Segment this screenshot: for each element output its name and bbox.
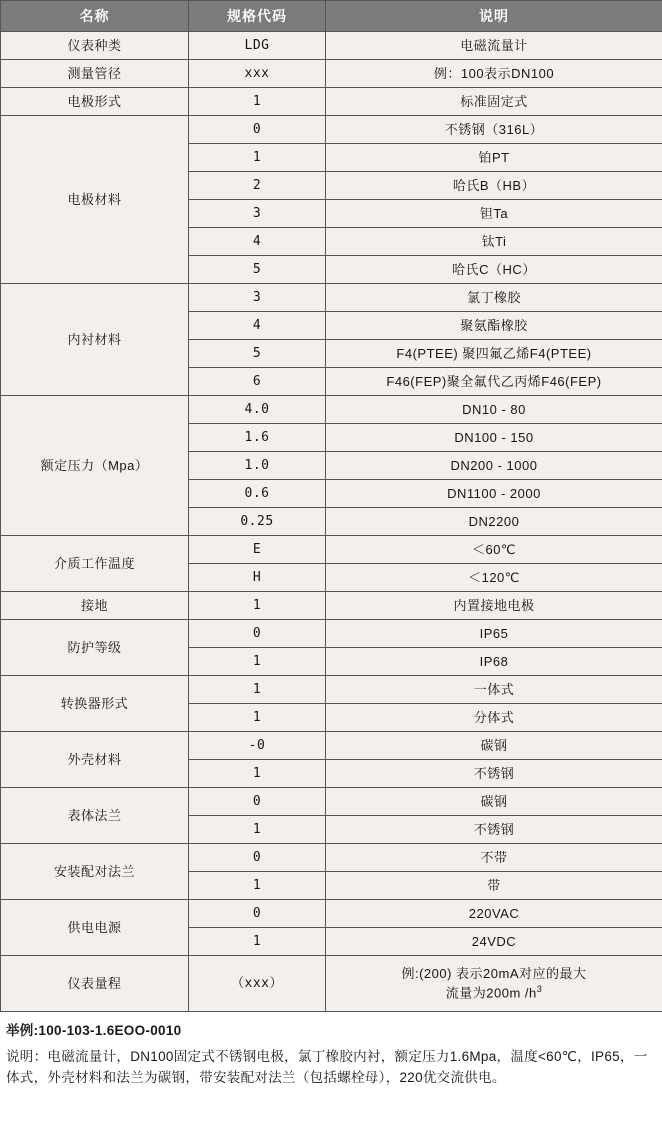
spec-code: 1 [189, 872, 326, 900]
spec-code: 0.25 [189, 508, 326, 536]
group-name: 外壳材料 [1, 732, 189, 788]
spec-description: 聚氨酯橡胶 [326, 312, 662, 340]
spec-description: DN10 - 80 [326, 396, 662, 424]
table-row [1, 788, 662, 816]
column-header-code: 规格代码 [189, 1, 326, 32]
spec-description: 碳钢 [326, 732, 662, 760]
spec-description: 电磁流量计 [326, 32, 662, 60]
spec-code: 1 [189, 648, 326, 676]
spec-description: DN200 - 1000 [326, 452, 662, 480]
table-row [1, 956, 662, 1012]
spec-code: 1 [189, 760, 326, 788]
column-header-description: 说明 [326, 1, 662, 32]
table-row [1, 592, 662, 620]
spec-code: 0 [189, 844, 326, 872]
table-row [1, 88, 662, 116]
spec-description: 铂PT [326, 144, 662, 172]
table-row [1, 116, 662, 144]
spec-description: ＜120℃ [326, 564, 662, 592]
group-name: 测量管径 [1, 60, 189, 88]
spec-description: 标准固定式 [326, 88, 662, 116]
group-name: 接地 [1, 592, 189, 620]
group-name: 电极材料 [1, 116, 189, 284]
group-name: 表体法兰 [1, 788, 189, 844]
spec-description: IP65 [326, 620, 662, 648]
spec-code: 5 [189, 340, 326, 368]
table-row [1, 284, 662, 312]
spec-code: -0 [189, 732, 326, 760]
explanation-text: 说明：电磁流量计，DN100固定式不锈钢电极，氯丁橡胶内衬，额定压力1.6Mpa，温度<60℃，IP65，一体式，外壳材料和法兰为碳钢，带安装配对法兰（包括螺栓母），220优交流供电。 [6, 1048, 648, 1086]
spec-description-line2: 流量为200m $/h^3$ [445, 983, 543, 1001]
spec-description: ＜60℃ [326, 536, 662, 564]
spec-description: 不锈钢 [326, 760, 662, 788]
spec-code: 1 [189, 592, 326, 620]
spec-code: E [189, 536, 326, 564]
table-header-row [1, 1, 662, 32]
table-row [1, 900, 662, 928]
spec-description: DN2200 [326, 508, 662, 536]
spec-description: 氯丁橡胶 [326, 284, 662, 312]
spec-code: 3 [189, 284, 326, 312]
spec-code: 0 [189, 116, 326, 144]
spec-code: 4 [189, 312, 326, 340]
spec-description: 碳钢 [326, 788, 662, 816]
group-name: 仪表量程 [1, 956, 189, 1012]
superscript-three: 3 [536, 983, 543, 994]
spec-code: 1 [189, 816, 326, 844]
spec-code: 1 [189, 704, 326, 732]
spec-description: IP68 [326, 648, 662, 676]
spec-description: 带 [326, 872, 662, 900]
table-row [1, 396, 662, 424]
spec-description: DN1100 - 2000 [326, 480, 662, 508]
spec-description-line1: 例:(200) 表示20mA对应的最大 [401, 966, 587, 982]
spec-code: 0 [189, 900, 326, 928]
group-name: 额定压力（Mpa） [1, 396, 189, 536]
spec-code: 6 [189, 368, 326, 396]
group-name: 仪表种类 [1, 32, 189, 60]
spec-description: 220VAC [326, 900, 662, 928]
notes-section [0, 1012, 662, 1099]
group-name: 防护等级 [1, 620, 189, 676]
spec-description: F46(FEP)聚全氟代乙丙烯F46(FEP) [326, 368, 662, 396]
group-name: 介质工作温度 [1, 536, 189, 592]
spec-code: 2 [189, 172, 326, 200]
spec-description: 不锈钢（316L） [326, 116, 662, 144]
spec-code: 1 [189, 928, 326, 956]
spec-description [326, 956, 662, 1012]
spec-description: DN100 - 150 [326, 424, 662, 452]
table-row [1, 732, 662, 760]
table-row [1, 32, 662, 60]
group-name: 电极形式 [1, 88, 189, 116]
table-row [1, 844, 662, 872]
spec-description: 哈氏C（HC） [326, 256, 662, 284]
spec-description: 不带 [326, 844, 662, 872]
spec-code: （xxx） [189, 956, 326, 1012]
spec-description: 分体式 [326, 704, 662, 732]
example-code-text: 举例:100-103-1.6EOO-0010 [6, 1023, 182, 1038]
group-name: 安装配对法兰 [1, 844, 189, 900]
table-row [1, 60, 662, 88]
spec-code: 1.0 [189, 452, 326, 480]
spec-description: 一体式 [326, 676, 662, 704]
spec-code: 0 [189, 788, 326, 816]
spec-description: F4(PTEE) 聚四氟乙烯F4(PTEE) [326, 340, 662, 368]
spec-code: 4.0 [189, 396, 326, 424]
spec-code: 0 [189, 620, 326, 648]
spec-code: 1 [189, 144, 326, 172]
spec-code: 0.6 [189, 480, 326, 508]
spec-description: 哈氏B（HB） [326, 172, 662, 200]
group-name: 内衬材料 [1, 284, 189, 396]
table-row [1, 676, 662, 704]
spec-code: 3 [189, 200, 326, 228]
column-header-name: 名称 [1, 1, 189, 32]
spec-description: 例：100表示DN100 [326, 60, 662, 88]
spec-description: 钛Ti [326, 228, 662, 256]
spec-code: 5 [189, 256, 326, 284]
group-name: 转换器形式 [1, 676, 189, 732]
spec-code: 4 [189, 228, 326, 256]
table-row [1, 536, 662, 564]
spec-code: LDG [189, 32, 326, 60]
spec-code: 1.6 [189, 424, 326, 452]
spec-description: 钽Ta [326, 200, 662, 228]
spec-code: 1 [189, 88, 326, 116]
spec-description: 内置接地电极 [326, 592, 662, 620]
group-name: 供电电源 [1, 900, 189, 956]
spec-code: 1 [189, 676, 326, 704]
spec-description: 24VDC [326, 928, 662, 956]
spec-code: H [189, 564, 326, 592]
spec-code: xxx [189, 60, 326, 88]
table-row [1, 620, 662, 648]
spec-description: 不锈钢 [326, 816, 662, 844]
